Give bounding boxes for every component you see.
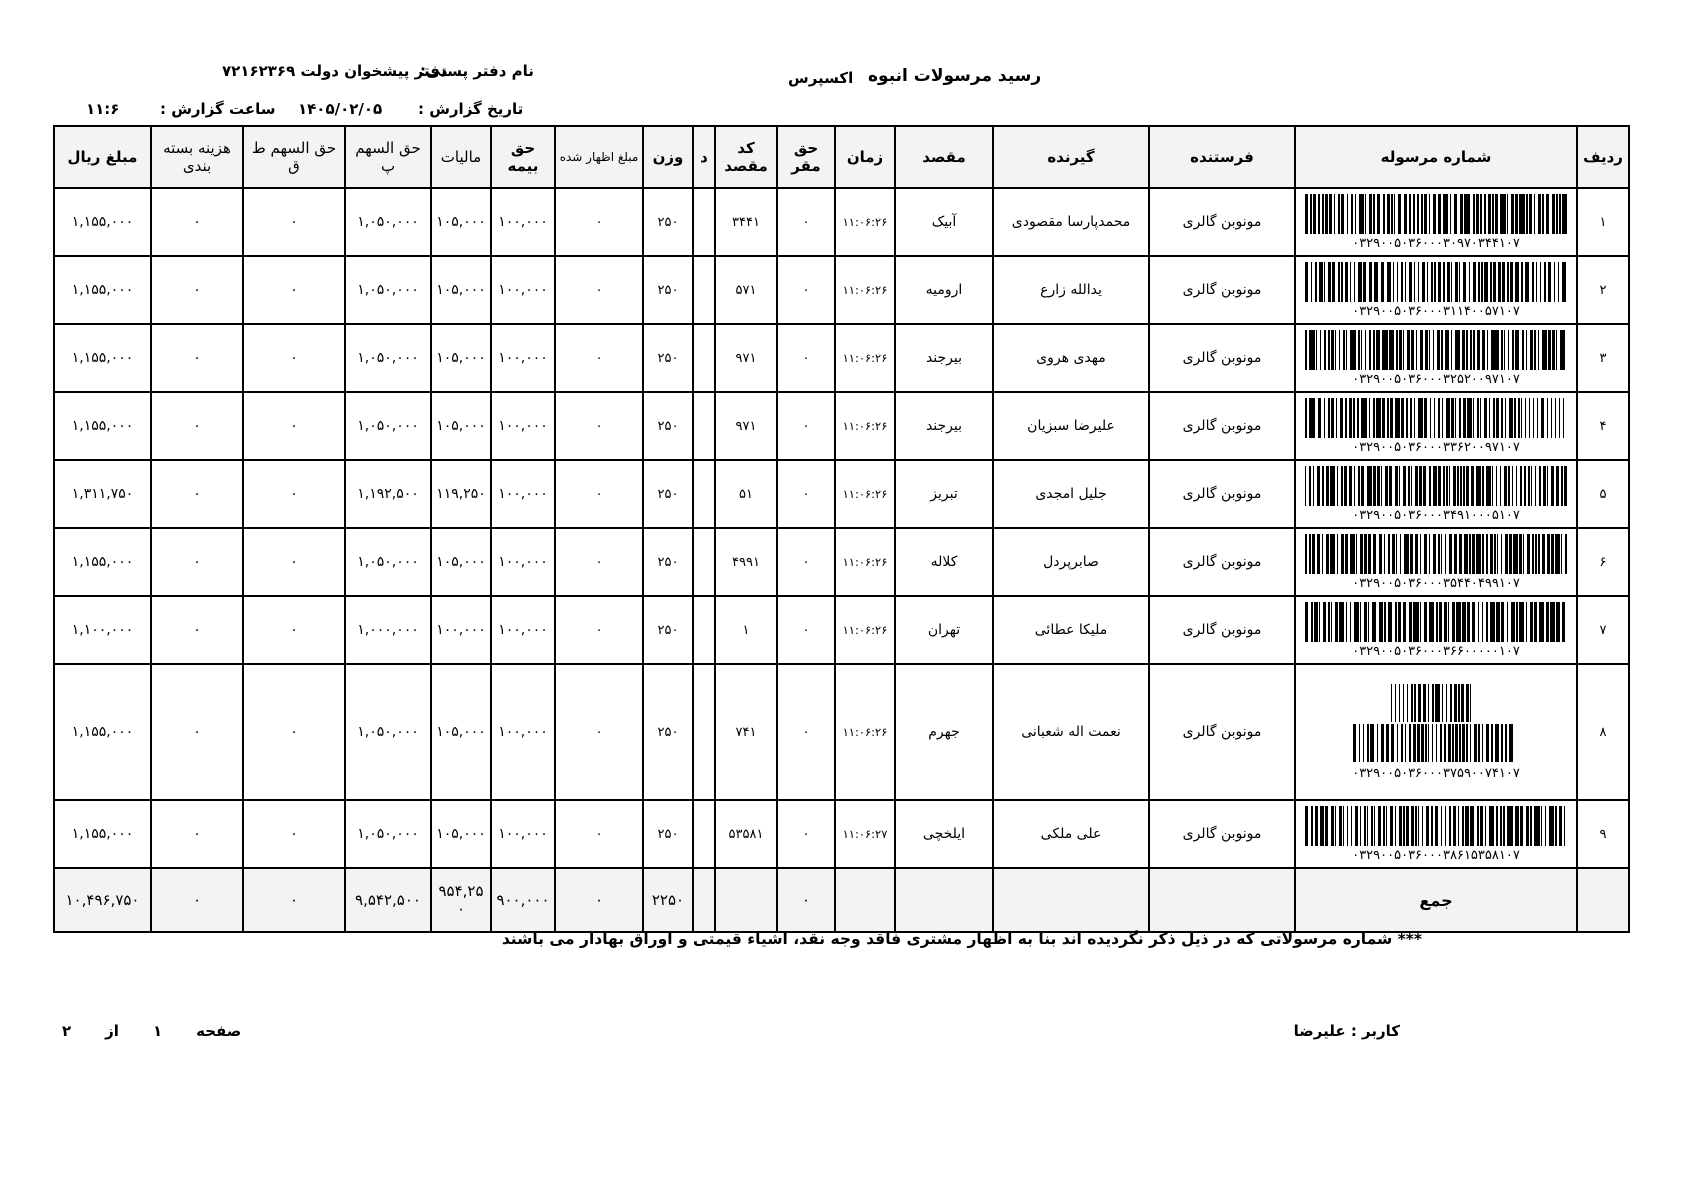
cell-vazn: ۲۵۰ <box>643 460 693 528</box>
cell-hagh_sahm_p: ۱,۰۵۰,۰۰۰ <box>345 256 431 324</box>
barcode-image <box>1305 684 1567 764</box>
totals-d <box>693 868 715 932</box>
cell-tracking <box>1295 528 1577 596</box>
cell-kod_maghsad: ۴۹۹۱ <box>715 528 777 596</box>
cell-hagh_bimeh: ۱۰۰,۰۰۰ <box>491 800 555 868</box>
totals-zaman <box>835 868 895 932</box>
totals-row <box>54 868 1629 932</box>
cell-maghsad: تبریز <box>895 460 993 528</box>
cell-vazn: ۲۵۰ <box>643 596 693 664</box>
page-title: رسید مرسولات انبوه <box>868 66 1042 86</box>
header-row <box>54 126 1629 188</box>
cell-maliat: ۱۰۵,۰۰۰ <box>431 528 491 596</box>
barcode-block <box>1302 262 1570 319</box>
column-header-girandeh: گیرنده <box>993 126 1149 188</box>
cell-mablagh_rial: ۱,۱۵۵,۰۰۰ <box>54 800 151 868</box>
cell-hazineh_basteh: ۰ <box>151 664 243 800</box>
cell-vazn: ۲۵۰ <box>643 256 693 324</box>
cell-tracking <box>1295 188 1577 256</box>
cell-maliat: ۱۰۵,۰۰۰ <box>431 664 491 800</box>
cell-mablagh_ezhar: ۰ <box>555 460 643 528</box>
cell-tracking <box>1295 324 1577 392</box>
barcode-number: ۰۳۲۹۰۰۵۰۳۶۰۰۰۳۴۹۱۰۰۰۵۱۰۷ <box>1352 507 1520 523</box>
cell-radif: ۵ <box>1577 460 1629 528</box>
cell-zaman: ۱۱:۰۶:۲۶ <box>835 324 895 392</box>
table-row <box>54 256 1629 324</box>
footnote-marker: *** <box>1397 930 1422 948</box>
post-office-value: دفتر پیشخوان دولت ۷۲۱۶۲۳۶۹ <box>222 62 448 80</box>
cell-hagh_maghar: ۰ <box>777 528 835 596</box>
cell-vazn: ۲۵۰ <box>643 800 693 868</box>
cell-hagh_bimeh: ۱۰۰,۰۰۰ <box>491 596 555 664</box>
cell-girandeh: جلیل امجدی <box>993 460 1149 528</box>
cell-hagh_maghar: ۰ <box>777 324 835 392</box>
cell-mablagh_ezhar: ۰ <box>555 664 643 800</box>
column-header-zaman: زمان <box>835 126 895 188</box>
cell-ferestandeh: مونوبن گالری <box>1149 256 1295 324</box>
column-header-mablagh_rial: مبلغ ریال <box>54 126 151 188</box>
cell-maliat: ۱۰۵,۰۰۰ <box>431 324 491 392</box>
barcode-block <box>1302 330 1570 387</box>
totals-hagh_bimeh: ۹۰۰,۰۰۰ <box>491 868 555 932</box>
totals-maliat: ۹۵۴,۲۵۰ <box>431 868 491 932</box>
cell-girandeh: یدالله زارع <box>993 256 1149 324</box>
cell-hagh_bimeh: ۱۰۰,۰۰۰ <box>491 188 555 256</box>
barcode-block <box>1302 466 1570 523</box>
barcode-number: ۰۳۲۹۰۰۵۰۳۶۰۰۰۳۷۵۹۰۰۷۴۱۰۷ <box>1352 765 1520 781</box>
cell-hagh_sahm_p: ۱,۰۵۰,۰۰۰ <box>345 324 431 392</box>
cell-zaman: ۱۱:۰۶:۲۶ <box>835 392 895 460</box>
column-header-vazn: وزن <box>643 126 693 188</box>
cell-hazineh_basteh: ۰ <box>151 324 243 392</box>
cell-mablagh_rial: ۱,۱۵۵,۰۰۰ <box>54 664 151 800</box>
cell-ferestandeh: مونوبن گالری <box>1149 324 1295 392</box>
totals-vazn: ۲۲۵۰ <box>643 868 693 932</box>
cell-hagh_sahm_tq: ۰ <box>243 528 345 596</box>
cell-maghsad: کلاله <box>895 528 993 596</box>
cell-hagh_bimeh: ۱۰۰,۰۰۰ <box>491 460 555 528</box>
user-label: کاربر : علیرضا <box>1293 1022 1400 1040</box>
cell-vazn: ۲۵۰ <box>643 664 693 800</box>
cell-hagh_maghar: ۰ <box>777 460 835 528</box>
cell-mablagh_rial: ۱,۱۵۵,۰۰۰ <box>54 324 151 392</box>
barcode-number: ۰۳۲۹۰۰۵۰۳۶۰۰۰۳۳۶۲۰۰۹۷۱۰۷ <box>1352 439 1520 455</box>
totals-mablagh_rial: ۱۰,۴۹۶,۷۵۰ <box>54 868 151 932</box>
column-header-kod_maghsad: کد مقصد <box>715 126 777 188</box>
cell-hagh_sahm_tq: ۰ <box>243 664 345 800</box>
cell-d <box>693 800 715 868</box>
cell-girandeh: صابرپردل <box>993 528 1149 596</box>
cell-ferestandeh: مونوبن گالری <box>1149 528 1295 596</box>
cell-d <box>693 460 715 528</box>
column-header-ferestandeh: فرستنده <box>1149 126 1295 188</box>
table-body <box>54 188 1629 932</box>
cell-maghsad: بیرجند <box>895 324 993 392</box>
cell-kod_maghsad: ۹۷۱ <box>715 392 777 460</box>
cell-girandeh: علیرضا سبزیان <box>993 392 1149 460</box>
cell-hazineh_basteh: ۰ <box>151 392 243 460</box>
cell-tracking <box>1295 460 1577 528</box>
totals-radif <box>1577 868 1629 932</box>
cell-hagh_maghar: ۰ <box>777 392 835 460</box>
cell-zaman: ۱۱:۰۶:۲۶ <box>835 528 895 596</box>
cell-mablagh_rial: ۱,۱۰۰,۰۰۰ <box>54 596 151 664</box>
post-office-label: نام دفتر پستی: <box>420 62 534 80</box>
cell-hagh_bimeh: ۱۰۰,۰۰۰ <box>491 664 555 800</box>
table-header <box>54 126 1629 188</box>
cell-tracking <box>1295 664 1577 800</box>
column-header-radif: ردیف <box>1577 126 1629 188</box>
cell-mablagh_rial: ۱,۱۵۵,۰۰۰ <box>54 188 151 256</box>
column-header-maliat: مالیات <box>431 126 491 188</box>
column-header-hazineh_basteh: هزینه بسته بندی <box>151 126 243 188</box>
column-header-hagh_sahm_tq: حق السهم ط ق <box>243 126 345 188</box>
cell-mablagh_ezhar: ۰ <box>555 324 643 392</box>
cell-tracking <box>1295 596 1577 664</box>
cell-zaman: ۱۱:۰۶:۲۷ <box>835 800 895 868</box>
column-header-mablagh_ezhar: مبلغ اظهار شده <box>555 126 643 188</box>
cell-ferestandeh: مونوبن گالری <box>1149 800 1295 868</box>
cell-zaman: ۱۱:۰۶:۲۶ <box>835 460 895 528</box>
barcode-image <box>1305 398 1567 438</box>
totals-hagh_sahm_tq: ۰ <box>243 868 345 932</box>
totals-girandeh <box>993 868 1149 932</box>
report-date-label: تاریخ گزارش : <box>418 100 524 118</box>
cell-kod_maghsad: ۵۷۱ <box>715 256 777 324</box>
cell-hagh_sahm_p: ۱,۰۵۰,۰۰۰ <box>345 800 431 868</box>
cell-hazineh_basteh: ۰ <box>151 188 243 256</box>
cell-mablagh_ezhar: ۰ <box>555 188 643 256</box>
barcode-image <box>1305 330 1567 370</box>
cell-hagh_sahm_tq: ۰ <box>243 392 345 460</box>
barcode-image <box>1305 194 1567 234</box>
cell-radif: ۹ <box>1577 800 1629 868</box>
cell-mablagh_rial: ۱,۱۵۵,۰۰۰ <box>54 528 151 596</box>
cell-kod_maghsad: ۱ <box>715 596 777 664</box>
cell-maghsad: ارومیه <box>895 256 993 324</box>
barcode-block <box>1302 534 1570 591</box>
report-time-value: ۱۱:۶ <box>86 100 120 118</box>
cell-radif: ۲ <box>1577 256 1629 324</box>
cell-kod_maghsad: ۵۱ <box>715 460 777 528</box>
cell-kod_maghsad: ۹۷۱ <box>715 324 777 392</box>
cell-hagh_sahm_p: ۱,۰۰۰,۰۰۰ <box>345 596 431 664</box>
cell-hagh_bimeh: ۱۰۰,۰۰۰ <box>491 324 555 392</box>
report-date-value: ۱۴۰۵/۰۲/۰۵ <box>298 100 383 118</box>
cell-hagh_bimeh: ۱۰۰,۰۰۰ <box>491 256 555 324</box>
cell-maghsad: بیرجند <box>895 392 993 460</box>
report-time-label: ساعت گزارش : <box>160 100 276 118</box>
cell-girandeh: نعمت اله شعبانی <box>993 664 1149 800</box>
cell-radif: ۳ <box>1577 324 1629 392</box>
cell-tracking <box>1295 392 1577 460</box>
barcode-image <box>1305 806 1567 846</box>
page-of-word: از <box>105 1022 119 1040</box>
cell-mablagh_rial: ۱,۱۵۵,۰۰۰ <box>54 256 151 324</box>
cell-hagh_sahm_tq: ۰ <box>243 324 345 392</box>
cell-hagh_bimeh: ۱۰۰,۰۰۰ <box>491 392 555 460</box>
cell-maliat: ۱۰۵,۰۰۰ <box>431 188 491 256</box>
barcode-block <box>1302 602 1570 659</box>
cell-mablagh_rial: ۱,۱۵۵,۰۰۰ <box>54 392 151 460</box>
cell-zaman: ۱۱:۰۶:۲۶ <box>835 596 895 664</box>
table-row <box>54 664 1629 800</box>
cell-hazineh_basteh: ۰ <box>151 800 243 868</box>
cell-d <box>693 324 715 392</box>
cell-mablagh_rial: ۱,۳۱۱,۷۵۰ <box>54 460 151 528</box>
cell-zaman: ۱۱:۰۶:۲۶ <box>835 188 895 256</box>
cell-zaman: ۱۱:۰۶:۲۶ <box>835 664 895 800</box>
cell-hagh_sahm_tq: ۰ <box>243 188 345 256</box>
cell-d <box>693 528 715 596</box>
column-header-hagh_sahm_p: حق السهم پ <box>345 126 431 188</box>
cell-hagh_sahm_tq: ۰ <box>243 596 345 664</box>
barcode-block <box>1302 398 1570 455</box>
cell-vazn: ۲۵۰ <box>643 392 693 460</box>
cell-radif: ۸ <box>1577 664 1629 800</box>
table-row <box>54 460 1629 528</box>
cell-vazn: ۲۵۰ <box>643 188 693 256</box>
cell-ferestandeh: مونوبن گالری <box>1149 188 1295 256</box>
table-row <box>54 528 1629 596</box>
totals-hagh_sahm_p: ۹,۵۴۲,۵۰۰ <box>345 868 431 932</box>
cell-kod_maghsad: ۳۴۴۱ <box>715 188 777 256</box>
cell-mablagh_ezhar: ۰ <box>555 392 643 460</box>
cell-ferestandeh: مونوبن گالری <box>1149 664 1295 800</box>
barcode-block <box>1302 806 1570 863</box>
barcode-image <box>1305 466 1567 506</box>
cell-girandeh: محمدپارسا مقصودی <box>993 188 1149 256</box>
totals-hagh_maghar: ۰ <box>777 868 835 932</box>
cell-maliat: ۱۰۵,۰۰۰ <box>431 392 491 460</box>
cell-vazn: ۲۵۰ <box>643 528 693 596</box>
barcode-image <box>1305 602 1567 642</box>
cell-hagh_bimeh: ۱۰۰,۰۰۰ <box>491 528 555 596</box>
cell-hagh_sahm_tq: ۰ <box>243 460 345 528</box>
cell-hagh_maghar: ۰ <box>777 188 835 256</box>
cell-kod_maghsad: ۵۳۵۸۱ <box>715 800 777 868</box>
cell-radif: ۷ <box>1577 596 1629 664</box>
barcode-number: ۰۳۲۹۰۰۵۰۳۶۰۰۰۳۰۹۷۰۳۴۴۱۰۷ <box>1352 235 1520 251</box>
shipments-table <box>53 125 1630 933</box>
cell-mablagh_ezhar: ۰ <box>555 596 643 664</box>
cell-maghsad: ایلخچی <box>895 800 993 868</box>
page-indicator <box>62 1022 241 1040</box>
cell-hagh_maghar: ۰ <box>777 256 835 324</box>
table-row <box>54 324 1629 392</box>
cell-radif: ۱ <box>1577 188 1629 256</box>
cell-maghsad: آبیک <box>895 188 993 256</box>
cell-hazineh_basteh: ۰ <box>151 596 243 664</box>
cell-ferestandeh: مونوبن گالری <box>1149 460 1295 528</box>
cell-tracking <box>1295 800 1577 868</box>
barcode-number: ۰۳۲۹۰۰۵۰۳۶۰۰۰۳۶۶۰۰۰۰۰۱۰۷ <box>1352 643 1520 659</box>
cell-hazineh_basteh: ۰ <box>151 256 243 324</box>
page-total: ۲ <box>62 1022 72 1040</box>
cell-radif: ۶ <box>1577 528 1629 596</box>
table-row <box>54 596 1629 664</box>
cell-zaman: ۱۱:۰۶:۲۶ <box>835 256 895 324</box>
barcode-number: ۰۳۲۹۰۰۵۰۳۶۰۰۰۳۵۴۴۰۴۹۹۱۰۷ <box>1352 575 1520 591</box>
totals-ferestandeh <box>1149 868 1295 932</box>
page-word: صفحه <box>196 1022 242 1040</box>
cell-girandeh: علی ملکی <box>993 800 1149 868</box>
table-row <box>54 800 1629 868</box>
cell-d <box>693 188 715 256</box>
page-current: ۱ <box>152 1022 163 1040</box>
cell-d <box>693 392 715 460</box>
barcode-image <box>1305 534 1567 574</box>
totals-kod_maghsad <box>715 868 777 932</box>
cell-maghsad: جهرم <box>895 664 993 800</box>
cell-hagh_sahm_tq: ۰ <box>243 256 345 324</box>
barcode-image <box>1305 262 1567 302</box>
barcode-number: ۰۳۲۹۰۰۵۰۳۶۰۰۰۳۸۶۱۵۳۵۸۱۰۷ <box>1352 847 1520 863</box>
barcode-block <box>1302 194 1570 251</box>
column-header-shomareh: شماره مرسوله <box>1295 126 1577 188</box>
cell-hazineh_basteh: ۰ <box>151 460 243 528</box>
table-row <box>54 188 1629 256</box>
cell-hagh_maghar: ۰ <box>777 664 835 800</box>
cell-hagh_sahm_p: ۱,۰۵۰,۰۰۰ <box>345 392 431 460</box>
column-header-hagh_bimeh: حق بیمه <box>491 126 555 188</box>
cell-ferestandeh: مونوبن گالری <box>1149 392 1295 460</box>
cell-hagh_sahm_tq: ۰ <box>243 800 345 868</box>
cell-mablagh_ezhar: ۰ <box>555 256 643 324</box>
cell-maghsad: تهران <box>895 596 993 664</box>
column-header-maghsad: مقصد <box>895 126 993 188</box>
cell-kod_maghsad: ۷۴۱ <box>715 664 777 800</box>
cell-mablagh_ezhar: ۰ <box>555 800 643 868</box>
column-header-hagh_maghar: حق مقر <box>777 126 835 188</box>
cell-maliat: ۱۰۰,۰۰۰ <box>431 596 491 664</box>
barcode-number: ۰۳۲۹۰۰۵۰۳۶۰۰۰۳۱۱۴۰۰۵۷۱۰۷ <box>1352 303 1520 319</box>
cell-maliat: ۱۱۹,۲۵۰ <box>431 460 491 528</box>
service-type-label: اکسپرس <box>788 69 854 87</box>
cell-hagh_sahm_p: ۱,۱۹۲,۵۰۰ <box>345 460 431 528</box>
cell-d <box>693 256 715 324</box>
cell-d <box>693 596 715 664</box>
cell-hagh_sahm_p: ۱,۰۵۰,۰۰۰ <box>345 528 431 596</box>
barcode-number: ۰۳۲۹۰۰۵۰۳۶۰۰۰۳۲۵۲۰۰۹۷۱۰۷ <box>1352 371 1520 387</box>
table-row <box>54 392 1629 460</box>
cell-d <box>693 664 715 800</box>
totals-maghsad <box>895 868 993 932</box>
barcode-block <box>1302 684 1570 781</box>
cell-hazineh_basteh: ۰ <box>151 528 243 596</box>
cell-hagh_sahm_p: ۱,۰۵۰,۰۰۰ <box>345 664 431 800</box>
column-header-d: د <box>693 126 715 188</box>
cell-mablagh_ezhar: ۰ <box>555 528 643 596</box>
cell-vazn: ۲۵۰ <box>643 324 693 392</box>
cell-girandeh: ملیکا عطائی <box>993 596 1149 664</box>
cell-hagh_maghar: ۰ <box>777 596 835 664</box>
cell-hagh_maghar: ۰ <box>777 800 835 868</box>
totals-label: جمع <box>1295 868 1577 932</box>
footnote <box>502 930 1422 948</box>
totals-hazineh_basteh: ۰ <box>151 868 243 932</box>
cell-tracking <box>1295 256 1577 324</box>
cell-hagh_sahm_p: ۱,۰۵۰,۰۰۰ <box>345 188 431 256</box>
cell-ferestandeh: مونوبن گالری <box>1149 596 1295 664</box>
cell-girandeh: مهدی هروی <box>993 324 1149 392</box>
footnote-text: شماره مرسولاتی که در ذیل ذکر نگردیده اند بنا به اظهار مشتری فاقد وجه نقد، اشیاء قیمتی و اوراق بهادار می باشند <box>501 930 1393 948</box>
cell-radif: ۴ <box>1577 392 1629 460</box>
totals-mablagh_ezhar: ۰ <box>555 868 643 932</box>
cell-maliat: ۱۰۵,۰۰۰ <box>431 256 491 324</box>
cell-maliat: ۱۰۵,۰۰۰ <box>431 800 491 868</box>
